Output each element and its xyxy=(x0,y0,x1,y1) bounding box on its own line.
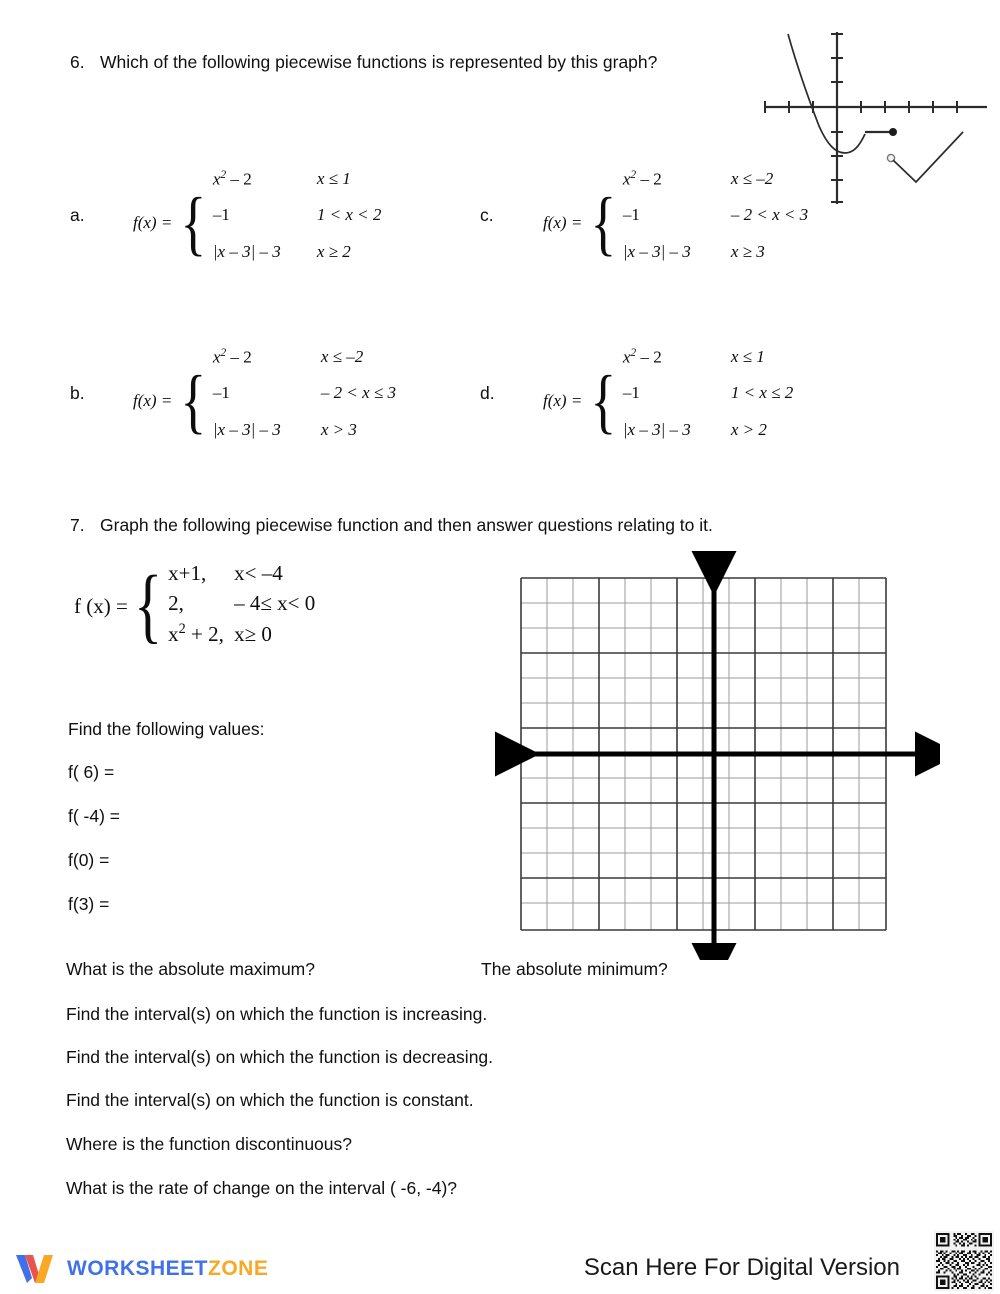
q7-expr-3: $x^2 + 2$, xyxy=(168,621,224,646)
option-c-row-3 xyxy=(623,242,808,279)
option-a-cond-1: x ≤ 1 xyxy=(316,169,351,189)
find-values-heading: Find the following values: xyxy=(68,719,265,739)
question-7-coordinate-grid[interactable] xyxy=(480,548,940,960)
logo-wordmark xyxy=(67,1257,268,1281)
option-c-cond-1: x ≤ –2 xyxy=(730,169,774,189)
question-6-prompt: Which of the following piecewise functions is represented by this graph? xyxy=(100,52,658,72)
option-d-row-1 xyxy=(623,346,793,383)
followup-decreasing: Find the interval(s) on which the function is decreasing. xyxy=(66,1047,494,1067)
option-b-row-2 xyxy=(213,383,396,420)
option-d-fx: f(x) = xyxy=(543,391,583,410)
worksheet-zone-logo[interactable] xyxy=(14,1252,268,1286)
followup-absolute-maximum: What is the absolute maximum? xyxy=(66,959,315,979)
followup-constant: Find the interval(s) on which the function is constant. xyxy=(66,1090,474,1110)
option-a-letter: a. xyxy=(70,205,85,225)
q7-expr-1: x+1, xyxy=(168,561,207,585)
option-c-function: f(x) = { $x^2 - 2$ x ≤ –2 –1 – 2 < x < 3 |x – 3| – 3 x ≥ 3 xyxy=(543,168,808,278)
value-prompt-f6: f( 6) = xyxy=(68,762,115,782)
q7-cond-1: x< –4 xyxy=(234,561,283,585)
option-d-cond-3: x > 2 xyxy=(730,419,767,439)
option-d-row-2 xyxy=(623,383,793,420)
qr-code[interactable] xyxy=(934,1231,994,1291)
option-b-cond-1: x ≤ –2 xyxy=(320,347,364,367)
value-prompt-f0: f(0) = xyxy=(68,850,110,870)
value-prompt-f3: f(3) = xyxy=(68,894,110,914)
option-c-row-2 xyxy=(623,205,808,242)
question-7-number: 7. xyxy=(70,515,85,535)
option-c-expr-2: –1 xyxy=(622,204,640,224)
logo-word-zone: ZONE xyxy=(208,1257,269,1280)
logo-word-worksheet: WORKSHEET xyxy=(67,1257,208,1280)
option-c-cond-2: – 2 < x < 3 xyxy=(730,204,809,224)
option-c-expr-1: $x^2 - 2$ xyxy=(622,167,662,189)
option-a-row-2 xyxy=(213,205,382,242)
option-d-expr-2: –1 xyxy=(622,382,640,402)
option-d-function: f(x) = { $x^2 - 2$ x ≤ 1 –1 1 < x ≤ 2 |x – 3| – 3 x > 2 xyxy=(543,346,793,456)
option-b-expr-1: $x^2 - 2$ xyxy=(212,345,252,367)
parabola-piece xyxy=(788,34,865,153)
option-a-expr-2: –1 xyxy=(212,204,230,224)
logo-mark-icon xyxy=(14,1252,58,1286)
q7-row-3 xyxy=(168,621,315,651)
option-a-row-3 xyxy=(213,242,382,279)
question-6-number: 6. xyxy=(70,52,85,72)
q7-row-2 xyxy=(168,591,315,621)
closed-endpoint-dot xyxy=(889,128,897,136)
q7-cond-3: x≥ 0 xyxy=(234,622,272,646)
followup-absolute-minimum: The absolute minimum? xyxy=(481,959,668,979)
option-b-row-3 xyxy=(213,420,396,457)
option-d-expr-1: $x^2 - 2$ xyxy=(622,345,662,367)
coordinate-grid-svg[interactable] xyxy=(480,548,940,960)
option-c-letter: c. xyxy=(480,205,494,225)
option-c-row-1 xyxy=(623,168,808,205)
option-c-cond-3: x ≥ 3 xyxy=(730,241,765,261)
followup-discontinuous: Where is the function discontinuous? xyxy=(66,1134,352,1154)
option-a-cond-3: x ≥ 2 xyxy=(316,241,351,261)
option-a-cond-2: 1 < x < 2 xyxy=(316,204,382,224)
option-a-fx: f(x) = xyxy=(133,213,173,232)
option-d-expr-3: |x – 3| – 3 xyxy=(622,419,691,439)
q7-cond-2: – 4≤ x< 0 xyxy=(234,591,316,615)
absolute-value-piece xyxy=(893,132,963,182)
option-b-cond-2: – 2 < x ≤ 3 xyxy=(320,382,396,402)
option-a-expr-3: |x – 3| – 3 xyxy=(212,241,281,261)
question-7-fx-label: f (x) = xyxy=(74,593,128,618)
option-a-row-1 xyxy=(213,168,382,205)
option-b-function: f(x) = { $x^2 - 2$ x ≤ –2 –1 – 2 < x ≤ 3 |x – 3| – 3 x > 3 xyxy=(133,346,396,456)
qr-code-icon xyxy=(936,1233,992,1289)
q7-expr-2: 2, xyxy=(168,591,184,615)
followup-increasing: Find the interval(s) on which the function is increasing. xyxy=(66,1004,488,1024)
option-d-row-3 xyxy=(623,420,793,457)
option-b-row-1 xyxy=(213,346,396,383)
option-d-cond-1: x ≤ 1 xyxy=(730,347,765,367)
option-b-expr-3: |x – 3| – 3 xyxy=(212,419,281,439)
scan-instruction-text: Scan Here For Digital Version xyxy=(583,1254,900,1281)
followup-rate-of-change: What is the rate of change on the interval ( -6, -4)? xyxy=(66,1178,458,1198)
option-c-expr-3: |x – 3| – 3 xyxy=(622,241,691,261)
option-a-function: f(x) = { $x^2 - 2$ x ≤ 1 –1 1 < x < 2 |x – 3| – 3 x ≥ 2 xyxy=(133,168,381,278)
option-d-letter: d. xyxy=(480,383,495,403)
question-7-function: f (x) = { x+1, x< –4 2, – 4≤ x< 0 $x^2 + 2$, x≥ 0 xyxy=(74,559,316,652)
option-b-letter: b. xyxy=(70,383,85,403)
value-prompt-f-neg4: f( -4) = xyxy=(68,806,121,826)
option-a-expr-1: $x^2 - 2$ xyxy=(212,167,252,189)
option-b-cond-3: x > 3 xyxy=(320,419,357,439)
option-d-cond-2: 1 < x ≤ 2 xyxy=(730,382,794,402)
option-b-expr-2: –1 xyxy=(212,382,230,402)
option-b-fx: f(x) = xyxy=(133,391,173,410)
q7-row-1 xyxy=(168,561,315,591)
question-7-prompt: Graph the following piecewise function and then answer questions relating to it. xyxy=(100,515,713,535)
option-c-fx: f(x) = xyxy=(543,213,583,232)
